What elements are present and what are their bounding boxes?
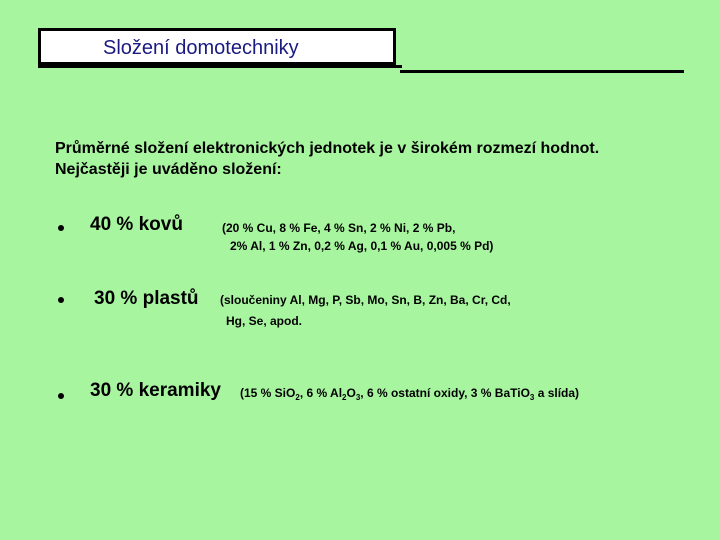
item-label-plastics: 30 % plastů	[94, 288, 199, 309]
item-detail-metals-line2: 2% Al, 1 % Zn, 0,2 % Ag, 0,1 % Au, 0,005 % Pd)	[230, 239, 494, 253]
item-label-metals: 40 % kovů	[90, 214, 183, 235]
intro-line-2: Nejčastěji je uváděno složení:	[55, 161, 282, 178]
item-label-ceramics: 30 % keramiky	[90, 380, 221, 401]
bullet-icon	[58, 297, 64, 303]
intro-line-1: Průměrné složení elektronických jednotek je v širokém rozmezí hodnot.	[55, 140, 600, 157]
item-detail-plastics-line1: (sloučeniny Al, Mg, P, Sb, Mo, Sn, B, Zn, Ba, Cr, Cd,	[220, 293, 511, 307]
bullet-icon	[58, 393, 64, 399]
intro-text	[55, 138, 695, 180]
page-title: Složení domotechniky	[103, 37, 299, 59]
item-detail-metals-line1: (20 % Cu, 8 % Fe, 4 % Sn, 2 % Ni, 2 % Pb,	[222, 221, 456, 235]
item-detail-plastics-line2: Hg, Se, apod.	[226, 314, 303, 328]
title-box	[38, 28, 396, 65]
title-rule	[400, 70, 684, 73]
bullet-icon	[58, 225, 64, 231]
item-detail-ceramics: (15 % SiO$_2$, 6 % $Al_2O_3$, 6 % ostatní oxidy, 3 % BaTiO$_3$ a slída)	[240, 386, 580, 402]
